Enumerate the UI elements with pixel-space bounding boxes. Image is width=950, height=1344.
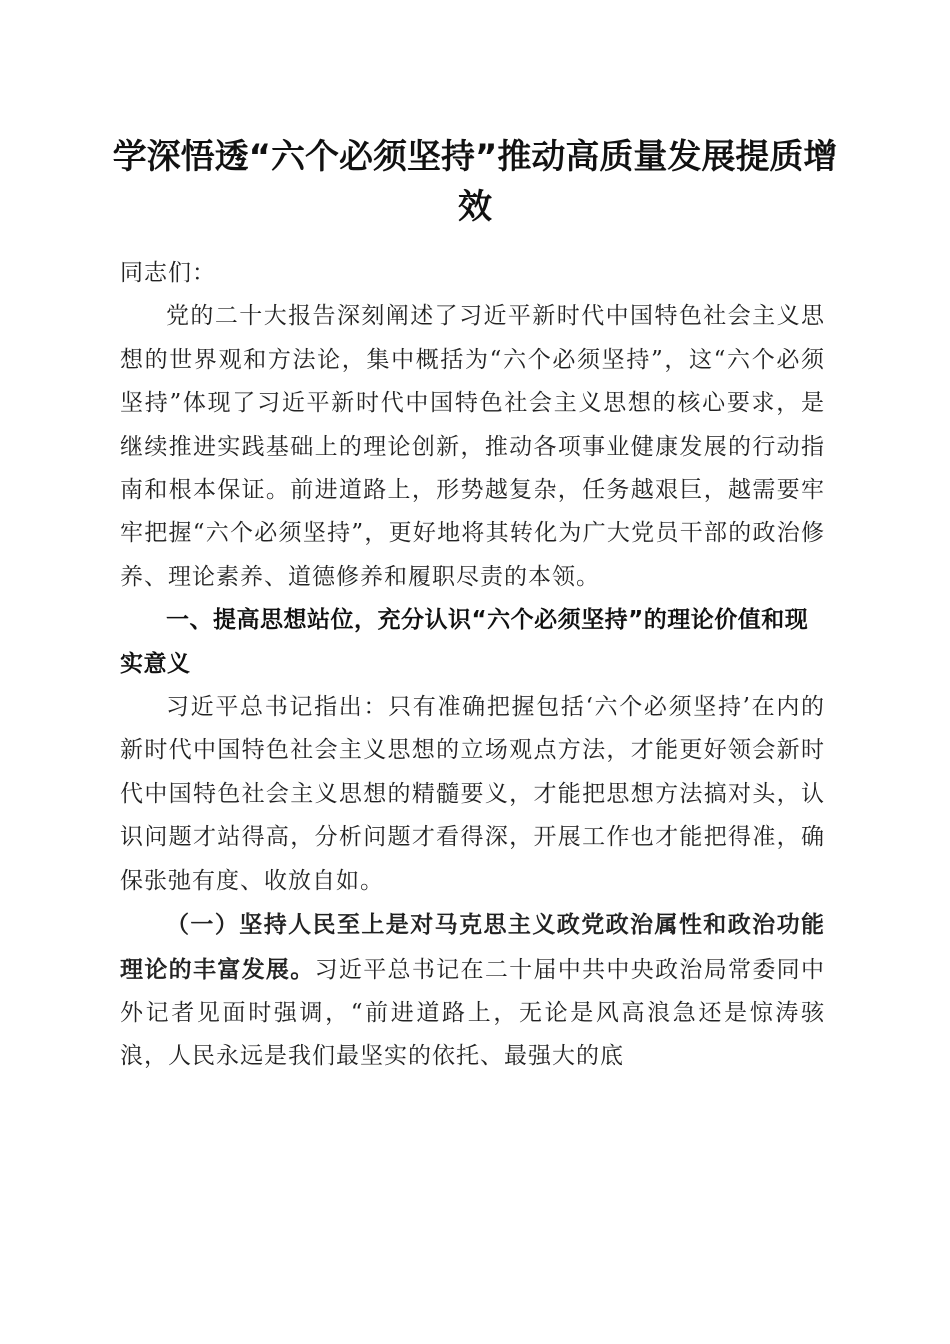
intro-paragraph: 党的二十大报告深刻阐述了习近平新时代中国特色社会主义思想的世界观和方法论，集中概括为“六个必须坚持”，这“六个必须坚持”体现了习近平新时代中国特色社会主义思想的核心要求，是继续推进实践基础上的理论创新，推动各项事业健康发展的行动指南和根本保证。前进道路上，形势越复杂，任务越艰巨，越需要牢牢把握“六个必须坚持”，更好地将其转化为广大党员干部的政治修养、理论素养、道德修养和履职尽责的本领。: [120, 303, 825, 590]
section-paragraph: 习近平总书记指出：只有准确把握包括‘六个必须坚持’在内的新时代中国特色社会主义思想的立场观点方法，才能更好领会新时代中国特色社会主义思想的精髓要义，才能把思想方法搞对头，认识问题才站得高，分析问题才看得深，开展工作也才能把得准，确保张弛有度、收放自如。: [120, 694, 825, 894]
subsection-paragraph: [120, 903, 825, 1079]
document-body: [120, 252, 825, 1079]
subsection-body: 习近平总书记在二十届中共中央政治局常委同中外记者见面时强调，“前进道路上，无论是风高浪急还是惊涛骇浪，人民永远是我们最坚实的依托、最强大的底: [120, 956, 826, 1070]
salutation: 同志们：: [120, 260, 216, 286]
section-heading: 一、提高思想站位，充分认识“六个必须坚持”的理论价值和现实意义: [120, 607, 809, 677]
document-title: 学深悟透“六个必须坚持”推动高质量发展提质增效: [112, 137, 838, 227]
subsection-lead: （一）坚持人民至上是对马克思主义政党政治属性和政治功能理论的丰富发展。: [120, 911, 825, 983]
